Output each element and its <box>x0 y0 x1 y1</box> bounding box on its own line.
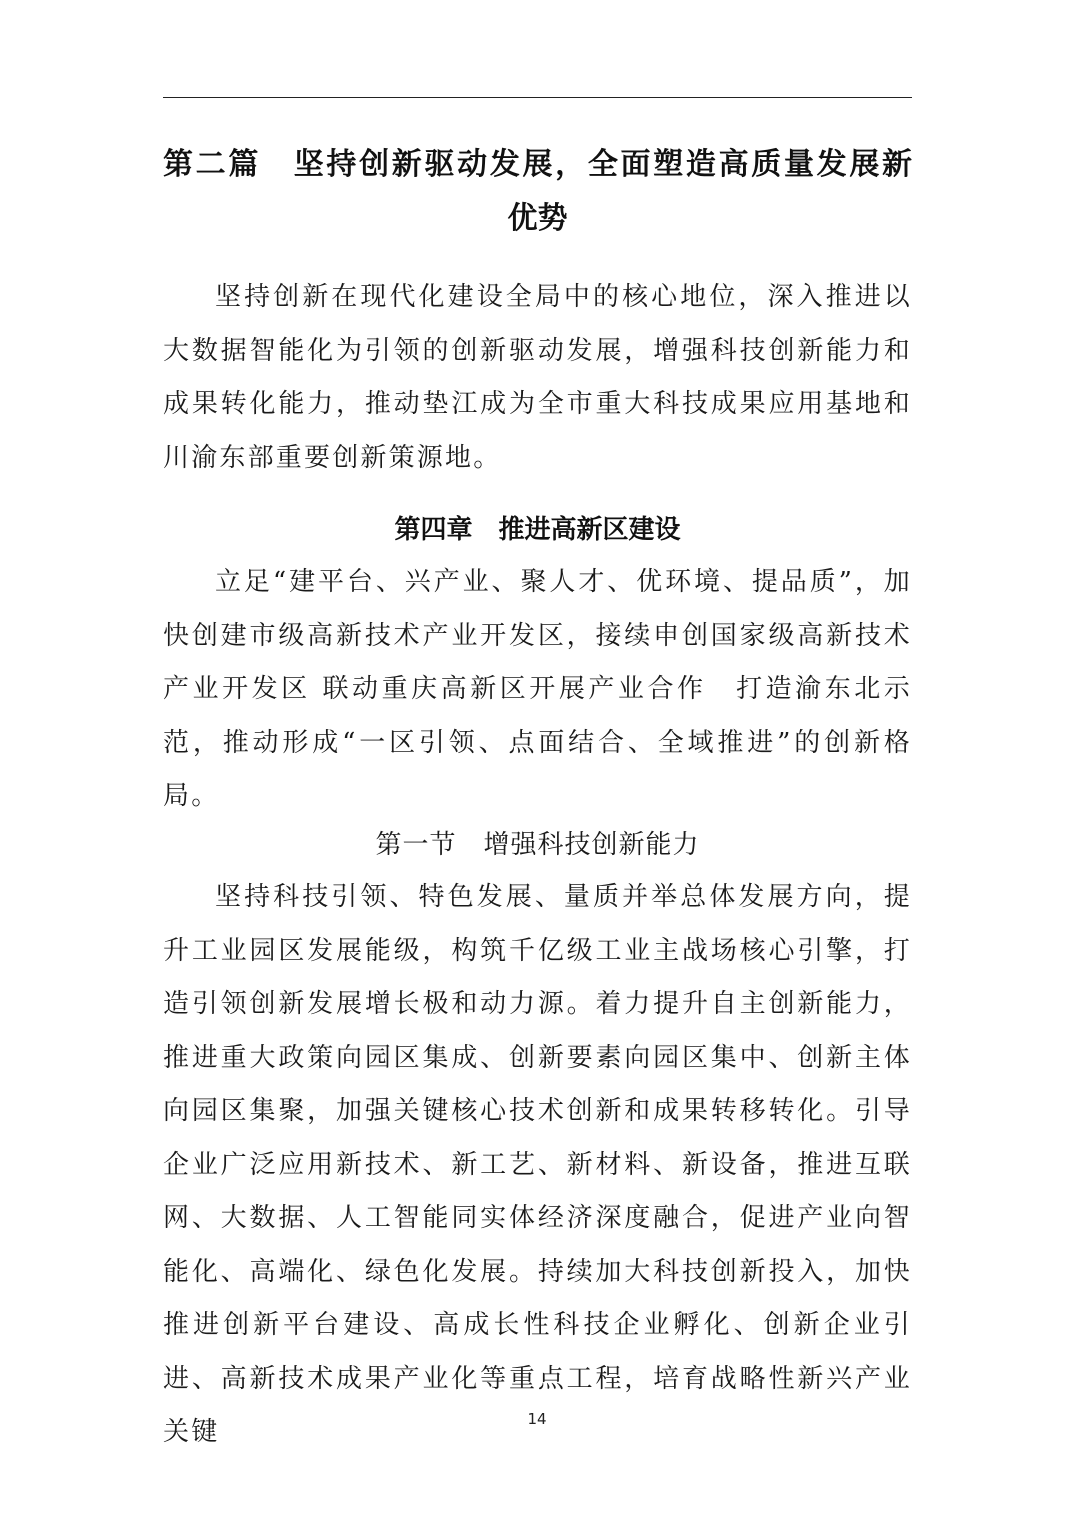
part-title-line-2: 优势 <box>507 201 568 236</box>
chapter-paragraph: 立足“建平台、兴产业、聚人才、优环境、提品质”，加快创建市级高新技术产业开发区，接续申创国家级高新技术产业开发区 联动重庆高新区开展产业合作 打造渝东北示范，推动形成“一区引领、点面结合、全域推进”的创新格局。 <box>163 567 912 811</box>
page-number: 14 <box>527 1410 547 1428</box>
section-paragraph: 坚持科技引领、特色发展、量质并举总体发展方向，提升工业园区发展能级，构筑千亿级工业主战场核心引擎，打造引领创新发展增长极和动力源。着力提升自主创新能力，推进重大政策向园区集成、创新要素向园区集中、创新主体向园区集聚，加强关键核心技术创新和成果转移转化。引导企业广泛应用新技术、新工艺、新材料、新设备，推进互联网、大数据、人工智能同实体经济深度融合，促进产业向智能化、高端化、绿色化发展。持续加大科技创新投入，加快推进创新平台建设、高成长性科技企业孵化、创新企业引进、高新技术成果产业化等重点工程，培育战略性新兴产业关键 <box>163 882 912 1447</box>
section-title: 第一节 增强科技创新能力 <box>375 830 700 860</box>
part-title <box>163 138 912 246</box>
intro-paragraph: 坚持创新在现代化建设全局中的核心地位，深入推进以大数据智能化为引领的创新驱动发展，增强科技创新能力和成果转化能力，推动垫江成为全市重大科技成果应用基地和川渝东部重要创新策源地。 <box>163 282 912 473</box>
part-title-line-1: 第二篇 坚持创新驱动发展，全面塑造高质量发展新 <box>163 147 912 182</box>
chapter-title: 第四章 推进高新区建设 <box>394 515 681 545</box>
header-rule <box>163 97 912 98</box>
